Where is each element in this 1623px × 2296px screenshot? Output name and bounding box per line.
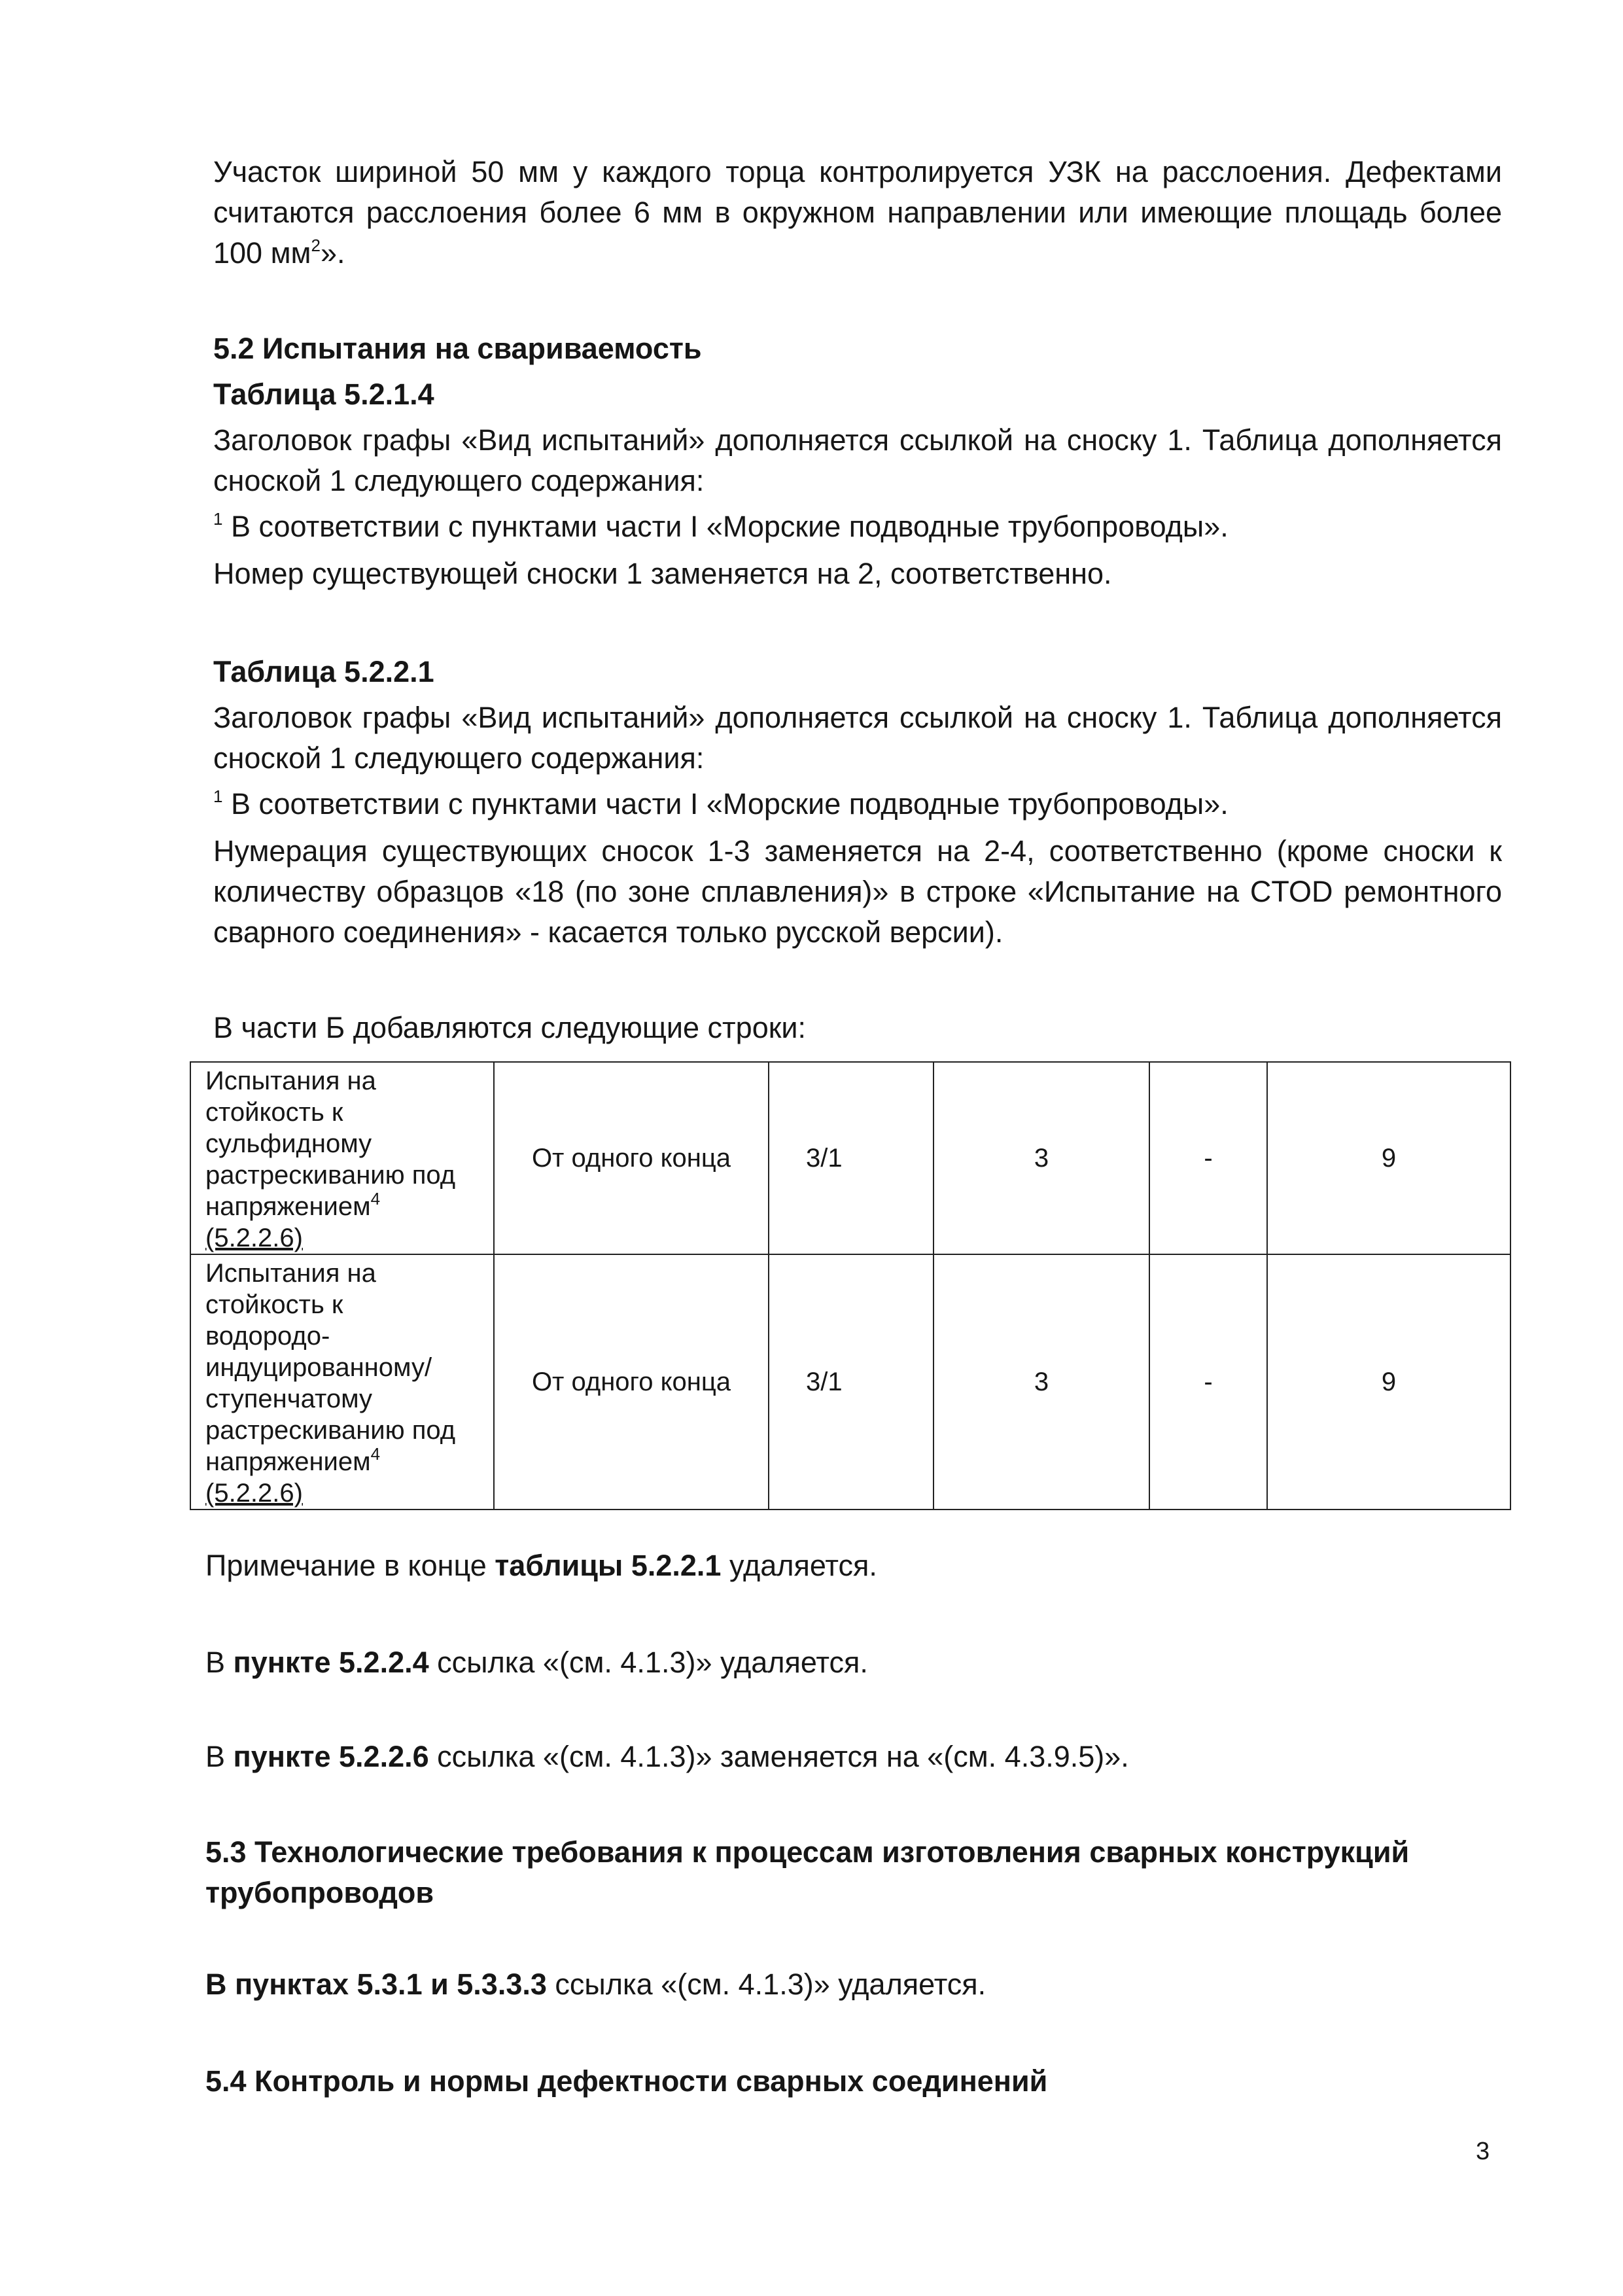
test-line: Испытания на bbox=[205, 1259, 376, 1288]
intro-text: Участок шириной 50 мм у каждого торца контролируется УЗК на расслоения. Дефектами считаются расслоения более 6 мм в окружном направлении или имеющие площадь более 100 мм bbox=[213, 155, 1502, 270]
count-cell: 3 bbox=[934, 1062, 1149, 1254]
test-line: растрескиванию под bbox=[205, 1161, 456, 1190]
intro-paragraph bbox=[213, 152, 1502, 274]
section-5-3-heading-line2: трубопроводов bbox=[205, 1876, 434, 1909]
test-line: ступенчатому bbox=[205, 1385, 373, 1413]
total-cell: 9 bbox=[1267, 1062, 1510, 1254]
test-line: Испытания на bbox=[205, 1067, 376, 1095]
test-line: напряжением$^4$ bbox=[205, 1443, 381, 1476]
table-5221-renumber: Нумерация существующих сносок 1-3 заменяется на 2-4, соответственно (кроме сноски к количеству образцов «18 (по зоне сплавления)» в строке «Испытание на CTOD ремонтного сварного соединения» - касается только русской версии). bbox=[213, 834, 1502, 949]
test-line: сульфидному bbox=[205, 1129, 372, 1158]
table-5214-paragraph: Заголовок графы «Вид испытаний» дополняется ссылкой на сноску 1. Таблица дополняется сноской 1 следующего содержания: bbox=[213, 423, 1502, 497]
table-5214-footnote bbox=[213, 506, 1502, 547]
dash-cell: - bbox=[1149, 1062, 1267, 1254]
section-5-2-heading: 5.2 Испытания на свариваемость bbox=[213, 332, 702, 365]
test-name-cell bbox=[190, 1062, 494, 1254]
footnote-marker: 1 bbox=[213, 786, 223, 806]
sampling-cell: От одного конца bbox=[494, 1254, 769, 1510]
test-name-cell bbox=[190, 1254, 494, 1510]
table-5221-heading: Таблица 5.2.2.1 bbox=[213, 655, 434, 688]
page-number: 3 bbox=[1476, 2138, 1490, 2165]
test-line: стойкость к bbox=[205, 1290, 343, 1319]
footnote-text: В соответствии с пунктами части I «Морские подводные трубопроводы». bbox=[230, 787, 1229, 821]
table-5214-heading: Таблица 5.2.1.4 bbox=[213, 378, 434, 411]
item-5331: В пунктах 5.3.1 и 5.3.3.3 ссылка «(см. 4.1.3)» удаляется. bbox=[205, 1968, 986, 2001]
note-removed: Примечание в конце таблицы 5.2.2.1 удаляется. bbox=[205, 1549, 877, 1582]
table-5214-renumber: Номер существующей сноски 1 заменяется на 2, соответственно. bbox=[213, 557, 1112, 590]
section-5-3-heading-line1: 5.3 Технологические требования к процессам изготовления сварных конструкций bbox=[205, 1835, 1410, 1869]
test-line: растрескиванию под bbox=[205, 1416, 456, 1445]
item-5226: В пункте 5.2.2.6 ссылка «(см. 4.1.3)» заменяется на «(см. 4.3.9.5)». bbox=[205, 1740, 1129, 1773]
footnote-marker: 4 bbox=[370, 1188, 381, 1209]
intro-superscript: 2 bbox=[311, 236, 321, 255]
item-5224: В пункте 5.2.2.4 ссылка «(см. 4.1.3)» удаляется. bbox=[205, 1646, 868, 1679]
test-ref: (5.2.2.6) bbox=[205, 1224, 303, 1252]
table-row bbox=[190, 1062, 1510, 1254]
test-ref: (5.2.2.6) bbox=[205, 1479, 303, 1508]
section-5-4-heading: 5.4 Контроль и нормы дефектности сварных соединений bbox=[205, 2064, 1048, 2098]
part-b-rows-table bbox=[190, 1061, 1511, 1510]
count-cell: 3 bbox=[934, 1254, 1149, 1510]
intro-tail: ». bbox=[320, 236, 345, 270]
test-line: индуцированному/ bbox=[205, 1353, 432, 1382]
table-5221-footnote bbox=[213, 784, 1502, 824]
test-line: водородо- bbox=[205, 1322, 330, 1351]
footnote-marker: 1 bbox=[213, 509, 223, 529]
table-row bbox=[190, 1254, 1510, 1510]
part-b-intro: В части Б добавляются следующие строки: bbox=[213, 1011, 807, 1044]
total-cell: 9 bbox=[1267, 1254, 1510, 1510]
test-line: стойкость к bbox=[205, 1098, 343, 1127]
ratio-cell: 3/1 bbox=[769, 1254, 934, 1510]
sampling-cell: От одного конца bbox=[494, 1062, 769, 1254]
table-5221-paragraph: Заголовок графы «Вид испытаний» дополняется ссылкой на сноску 1. Таблица дополняется сноской 1 следующего содержания: bbox=[213, 701, 1502, 775]
section-5-3-heading bbox=[205, 1832, 1494, 1913]
ratio-cell: 3/1 bbox=[769, 1062, 934, 1254]
footnote-marker: 4 bbox=[370, 1443, 381, 1464]
dash-cell: - bbox=[1149, 1254, 1267, 1510]
footnote-text: В соответствии с пунктами части I «Морские подводные трубопроводы». bbox=[230, 510, 1229, 543]
test-line: напряжением$^4$ bbox=[205, 1188, 381, 1221]
